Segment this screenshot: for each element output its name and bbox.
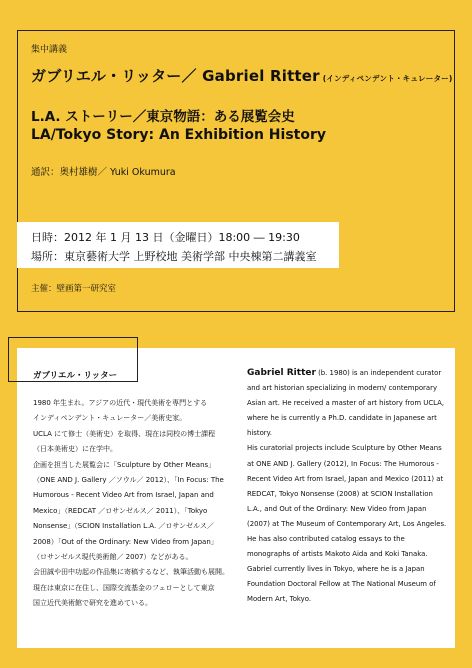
lecture-title-ja: L.A. ストーリー／東京物語：ある展覧会史 (31, 109, 295, 125)
bio-line: 企画を担当した展覧会に「Sculpture by Other Means」 (33, 460, 216, 469)
organizer: 主催：壁画第一研究室 (31, 284, 117, 294)
bio-line: and art historian specializing in modern/ contemporary (247, 384, 438, 393)
bio-line: インディペンデント・キュレーター／美術史家。 (33, 414, 187, 423)
bio-line: 国立近代美術館で研究を進めている。 (33, 599, 152, 608)
bio-line: Foundation Doctoral Fellow at The National Museum of (247, 580, 436, 589)
bio-line: （日本美術史）に在学中。 (33, 445, 117, 454)
bio-line: at ONE AND J. Gallery (2012), In Focus: The Humorous - (247, 459, 439, 468)
bio-name-en: Gabriel Ritter (247, 368, 316, 378)
bio-name-ja: ガブリエル・リッター (33, 371, 118, 381)
speaker-role: (インディペンデント・キュレーター) (322, 74, 453, 83)
speaker-heading (31, 65, 453, 86)
bio-line: Humorous - Recent Video Art from Israel, Japan and (33, 491, 214, 500)
bio-line: He has also contributed catalog essays to the (247, 535, 405, 544)
bio-line: 1980 年生まれ。アジアの近代・現代美術を専門とする (33, 399, 208, 407)
bio-line: L.A., and Out of the Ordinary: New Video from Japan (247, 504, 427, 513)
bio-line: 2008）「Out of the Ordinary: New Video from Japan」 (33, 537, 218, 546)
bio-line: Nonsense」（SCION Installation L.A. ／ロサンゼルス／ (33, 522, 214, 531)
bio-line: 会田誠や田中功起の作品集に寄稿するなど、執筆活動も展開。 (33, 568, 229, 577)
event-date: 日時：2012 年 1 月 13 日（金曜日）18:00 ― 19:30 (31, 231, 300, 244)
event-place: 場所：東京藝術大学 上野校地 美術学部 中央棟第二講義室 (31, 250, 317, 263)
bio-line: （ONE AND J. Gallery ／ソウル／ 2012）、「In Focus: The (33, 476, 224, 485)
bio-line: His curatorial projects include Sculpture by Other Means (247, 444, 442, 453)
bio-text-en (247, 366, 452, 608)
lecture-title-en: LA/Tokyo Story: An Exhibition History (31, 127, 326, 143)
translator-credit: 通訳：奥村雄樹／ Yuki Okumura (31, 167, 176, 178)
bio-line: Gabriel currently lives in Tokyo, where he is a Japan (247, 565, 425, 574)
series-label: 集中講義 (31, 45, 68, 55)
bio-line: （ロサンゼルス現代美術館／ 2007）などがある。 (33, 553, 193, 562)
bio-line: Modern Art, Tokyo. (247, 595, 312, 604)
bio-line: (2007) at The Museum of Contemporary Art, Los Angeles. (247, 519, 447, 528)
speaker-name: ガブリエル・リッター／ Gabriel Ritter (31, 67, 320, 85)
bio-line: history. (247, 429, 272, 438)
bio-line: where he is currently a Ph.D. candidate in Japanese art (247, 414, 437, 423)
bio-line: REDCAT, Tokyo Nonsense (2008) at SCION Installation (247, 489, 433, 498)
bio-line: 現在は東京に在住し、国際交流基金のフェローとして東京 (33, 583, 215, 592)
bio-line: Asian art. He received a master of art history from UCLA, (247, 399, 445, 408)
bio-line: Mexico」（REDCAT ／ロサンゼルス／ 2011）、「Tokyo (33, 506, 208, 515)
bio-line: monographs of artists Makoto Aida and Koki Tanaka. (247, 550, 428, 559)
bio-line (247, 366, 452, 381)
bio-line: UCLA にて修士（美術史）を取得、現在は同校の博士課程 (33, 429, 216, 438)
bio-text-ja (33, 396, 228, 612)
bio-first-line: (b. 1980) is an independent curator (315, 369, 442, 377)
bio-line: Recent Video Art from Israel, Japan and Mexico (2011) at (247, 474, 444, 483)
